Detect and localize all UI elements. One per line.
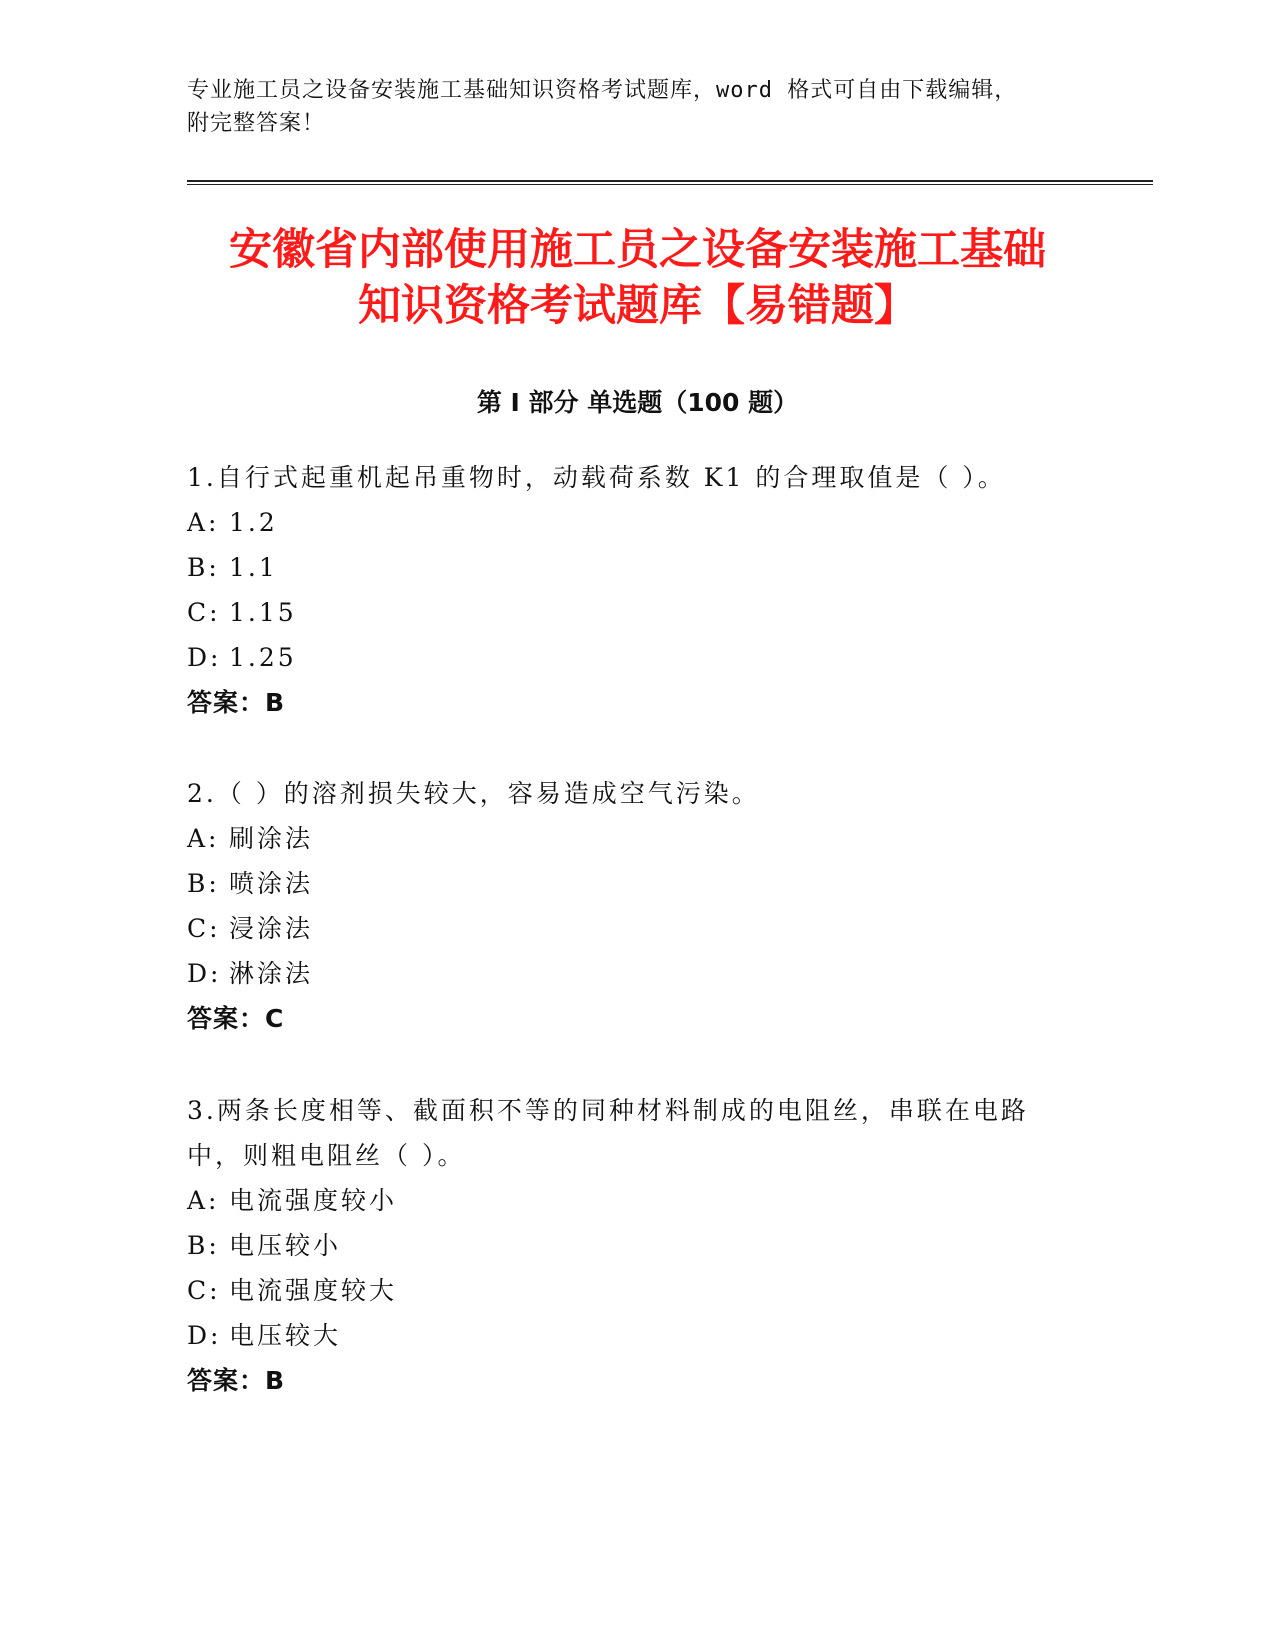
option-text: 电压较小 (229, 1231, 342, 1260)
option-key: B: (187, 869, 220, 898)
option-key: D: (187, 643, 222, 672)
option-c (187, 1268, 1067, 1313)
question-stem: 1.自行式起重机起吊重物时，动载荷系数 K1 的合理取值是（ ）。 (187, 463, 1006, 492)
question-3 (187, 1088, 1067, 1403)
option-text: 喷涂法 (229, 869, 314, 898)
intro-line-2: 附完整答案！ (187, 111, 326, 136)
option-key: B: (187, 1231, 220, 1260)
option-key: A: (187, 1186, 220, 1215)
option-d (187, 1313, 1067, 1358)
option-key: C: (187, 1276, 221, 1305)
option-key: C: (187, 598, 221, 627)
option-key: A: (187, 824, 220, 853)
option-key: C: (187, 914, 221, 943)
option-text: 1.25 (229, 643, 297, 672)
question-2 (187, 771, 1067, 1041)
option-key: D: (187, 1321, 222, 1350)
option-text: 电压较大 (229, 1321, 342, 1350)
option-text: 1.15 (229, 598, 297, 627)
document-title (150, 222, 1125, 334)
answer: 答案：B (187, 688, 286, 717)
intro-line-1: 专业施工员之设备安装施工基础知识资格考试题库，word 格式可自由下载编辑， (187, 78, 1018, 103)
option-b (187, 1223, 1067, 1268)
option-text: 电流强度较小 (229, 1186, 398, 1215)
option-key: B: (187, 553, 220, 582)
question-stem: 2.（ ）的溶剂损失较大，容易造成空气污染。 (187, 779, 760, 808)
section-heading: 第 I 部分 单选题（100 题） (476, 388, 799, 417)
option-text: 1.2 (229, 508, 278, 537)
intro-text (187, 74, 1087, 140)
option-a (187, 1178, 1067, 1223)
header-divider-thick (187, 180, 1153, 182)
option-key: D: (187, 959, 222, 988)
option-d (187, 951, 1067, 996)
answer: 答案：B (187, 1366, 286, 1395)
option-key: A: (187, 508, 220, 537)
header-divider-thin (187, 184, 1153, 185)
answer: 答案：C (187, 1004, 285, 1033)
option-c (187, 590, 1067, 635)
title-line-1: 安徽省内部使用施工员之设备安装施工基础 (229, 225, 1046, 275)
option-text: 1.1 (229, 553, 278, 582)
option-text: 刷涂法 (229, 824, 314, 853)
option-a (187, 816, 1067, 861)
option-c (187, 906, 1067, 951)
option-text: 淋涂法 (229, 959, 314, 988)
option-b (187, 545, 1067, 590)
option-text: 浸涂法 (229, 914, 314, 943)
option-a (187, 500, 1067, 545)
option-text: 电流强度较大 (229, 1276, 398, 1305)
title-line-2: 知识资格考试题库【易错题】 (358, 281, 917, 331)
option-b (187, 861, 1067, 906)
question-1 (187, 455, 1067, 725)
option-d (187, 635, 1067, 680)
question-stem: 3.两条长度相等、截面积不等的同种材料制成的电阻丝，串联在电路中，则粗电阻丝（ ）。 (187, 1096, 1029, 1170)
